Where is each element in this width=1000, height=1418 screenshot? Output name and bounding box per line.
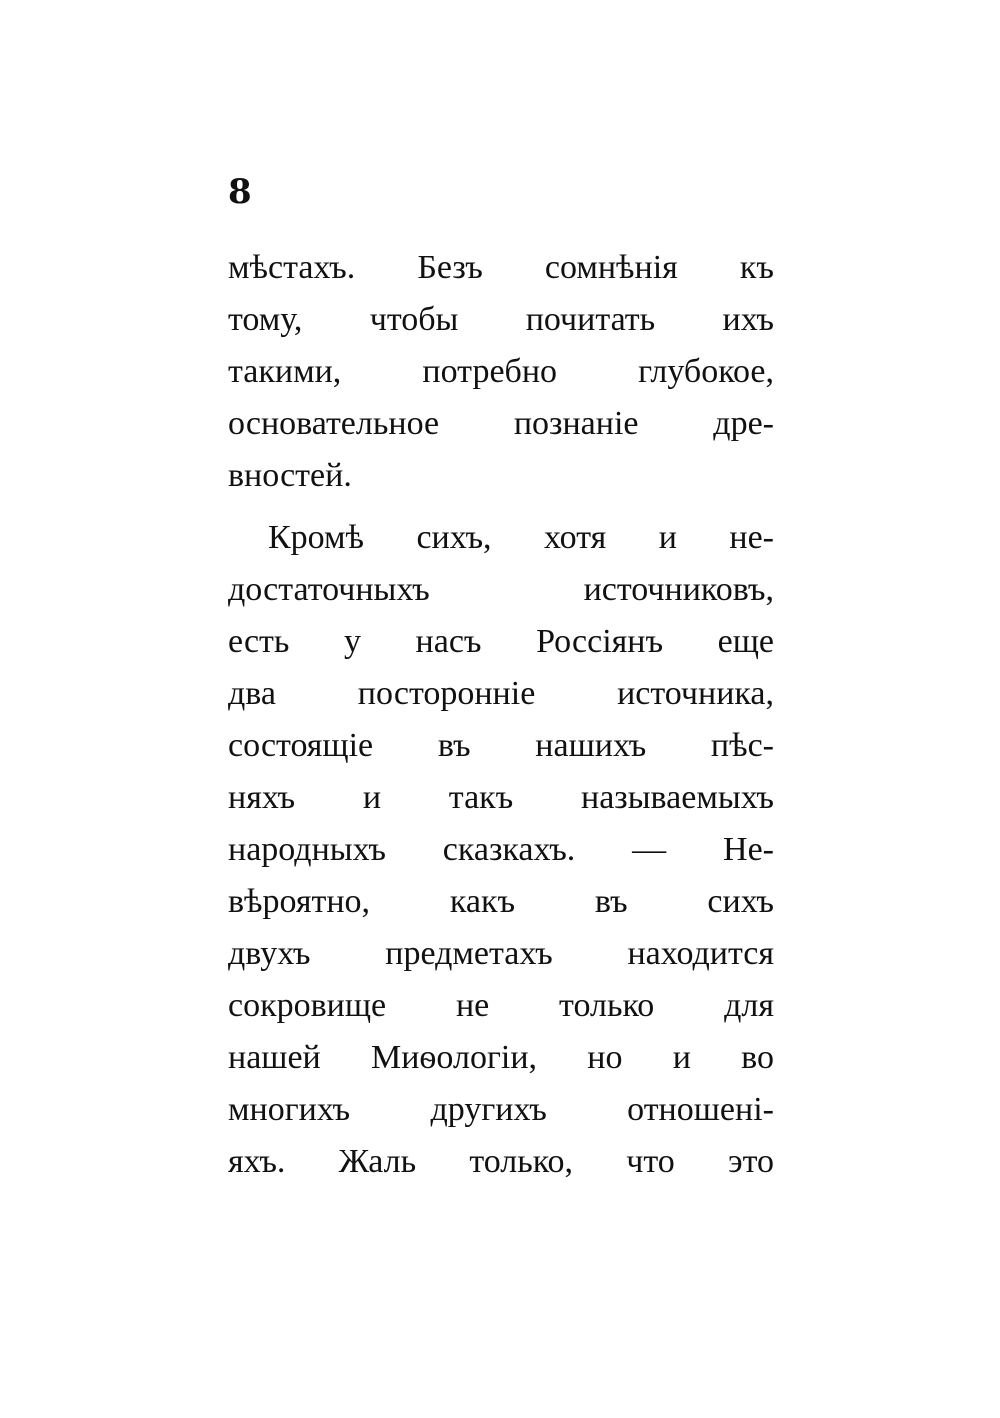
text-line: два посторонніе источника, xyxy=(228,675,774,712)
text-line: такими, потребно глубокое, xyxy=(228,353,774,390)
text-line: вностей. xyxy=(228,457,352,494)
text-line: няхъ и такъ называемыхъ xyxy=(228,779,774,816)
text-line: сокровище не только для xyxy=(228,987,774,1024)
text-line: яхъ. Жаль только, что это xyxy=(228,1143,774,1180)
text-line: вѣроятно, какъ въ сихъ xyxy=(228,883,774,920)
text-line: народныхъ сказкахъ. — Не- xyxy=(228,831,774,868)
text-line: состоящіе въ нашихъ пѣс- xyxy=(228,727,774,764)
page-number: 8 xyxy=(228,172,252,212)
text-line: мѣстахъ. Безъ сомнѣнія къ xyxy=(228,249,774,286)
body-text xyxy=(228,242,774,1188)
paragraph-gap xyxy=(228,502,774,512)
text-line: тому, чтобы почитать ихъ xyxy=(228,301,774,338)
text-line: нашей Миѳологіи, но и во xyxy=(228,1039,774,1076)
text-line: есть у насъ Россіянъ еще xyxy=(228,623,774,660)
text-line: достаточныхъ источниковъ, xyxy=(228,571,774,608)
text-line: многихъ другихъ отношені- xyxy=(228,1091,774,1128)
text-line: Кромѣ сихъ, хотя и не- xyxy=(268,519,774,556)
text-line: основательное познаніе дре- xyxy=(228,405,774,442)
paragraph-1 xyxy=(228,242,774,502)
paragraph-2 xyxy=(228,512,774,1188)
text-line: двухъ предметахъ находится xyxy=(228,935,774,972)
